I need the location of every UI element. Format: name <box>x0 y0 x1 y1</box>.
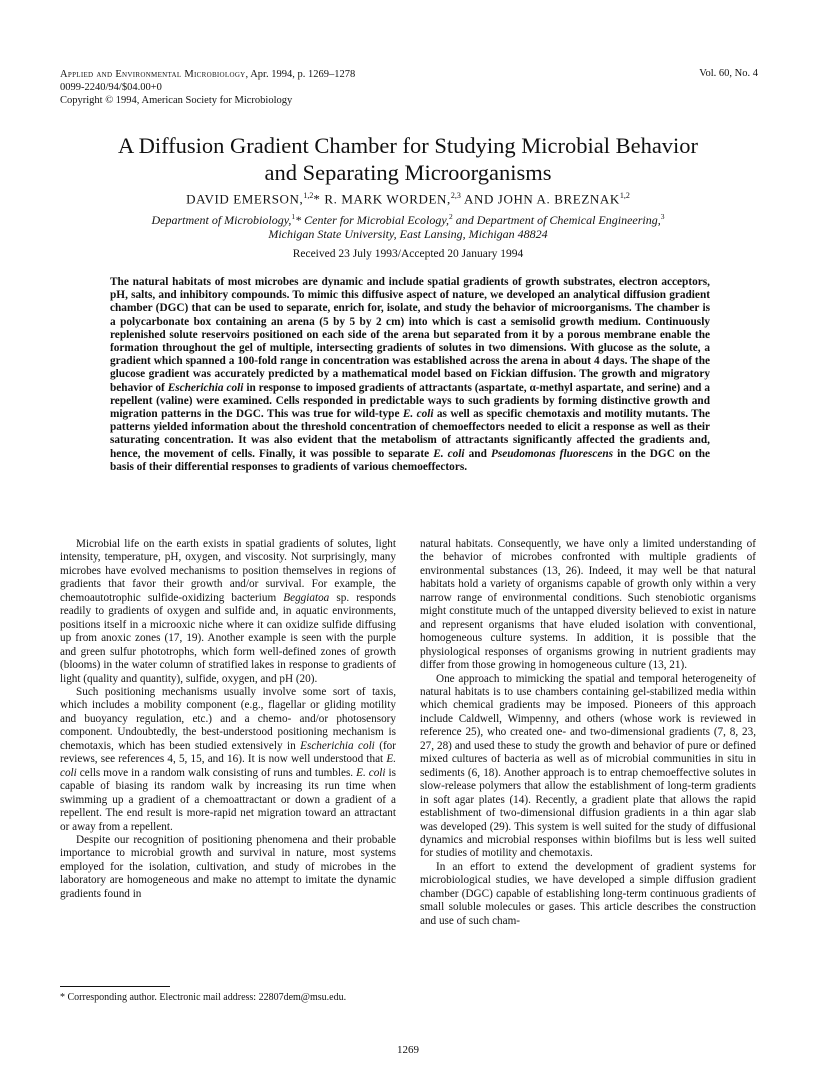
abstract <box>110 276 710 474</box>
affiliation-line-1 <box>60 210 756 227</box>
text-run: cells move in a random walk consisting of runs and tumbles. <box>76 766 357 779</box>
affil-mark: * <box>295 213 305 227</box>
affil-center: Center for Microbial Ecology, <box>304 213 450 227</box>
copyright: Copyright © 1994, American Society for Microbiology <box>60 95 293 106</box>
author-1-mark: * <box>313 191 325 207</box>
text-run: Microbial life on the earth exists in spatial gradients of solutes, light intensity, temperature, pH, oxygen, and viscosity. Not surprisingly, many microbes have evolved mechanisms to position themselves in regions of gradients that favor their growth and/or survival. For example, the chemoautotrophic sulfide-oxidizing bacterium <box>60 538 396 604</box>
affil-dept-chemeng: and Department of Chemical Engineering, <box>452 213 661 227</box>
page-number: 1269 <box>397 1044 419 1056</box>
author-list <box>60 191 756 207</box>
text-run: sp. responds readily to gradients of oxygen and sulfide and, in aquatic environments, positions itself in a microoxic niche where it can oxidize sulfide diffusing up from anoxic zones (17, 19). Another example is seen with the purple and green sulfur phototrophs, which form well-defined zones of growth (blooms) in the water column of stratified lakes in response to gradients of light (quality and quantity), sulfide, oxygen, and pH (20). <box>60 591 396 685</box>
body-column-left <box>60 538 396 901</box>
species-name: E. coli <box>60 753 396 779</box>
paragraph: natural habitats. Consequently, we have only a limited understanding of the behavior of microbes confronted with multiple gradients of environmental substances (13, 26). Indeed, it may well be that natural habitats hold a variety of organisms capable of growth only within a very narrow range of environmental conditions. Such stenobiotic organisms might constitute much of the untapped diversity believed to exist in nature and represent organisms that have eluded isolation with conventional, homogeneous culture systems. In addition, it is possible that the physiological responses of organisms growing in nutrient gradients may differ from those growing in homogeneous culture (13, 21). <box>420 538 756 672</box>
article-title <box>60 132 756 186</box>
paragraph: Despite our recognition of positioning phenomena and their probable importance to microbial growth and survival in nature, most systems employed for the isolation, cultivation, and study of microbes in the laboratory are homogeneous and make no attempt to imitate the dynamic gradients found in <box>60 833 396 900</box>
issn: 0099-2240/94/$04.00+0 <box>60 82 162 93</box>
affiliation-university: Michigan State University, East Lansing, Michigan 48824 <box>268 227 548 241</box>
abstract-species-4: Pseudomonas fluorescens <box>490 447 614 460</box>
journal-citation-line <box>60 68 355 81</box>
received-dates: Received 23 July 1993/Accepted 20 January 1994 <box>292 248 524 260</box>
volume-info: Vol. 60, No. 4 <box>699 68 758 79</box>
paragraph <box>60 538 396 686</box>
affil-sup-2: 2 <box>449 212 453 221</box>
body-column-right <box>420 538 756 928</box>
author-3: AND JOHN A. BREZNAK <box>460 191 620 207</box>
author-2-affil: 2,3 <box>450 191 461 200</box>
species-name: Beggiatoa <box>283 591 330 604</box>
affil-sup-1: 1 <box>291 212 296 221</box>
abstract-text-2: in response to imposed gradients of attractants (aspartate, α-methyl aspartate, and serine) and a repellent (valine) were examined. Cells responded in predictable ways to such gradients by forming distinctive growth and migration patterns in the DGC. This was true for wild-type <box>110 381 710 421</box>
title-line-1: A Diffusion Gradient Chamber for Studying Microbial Behavior <box>117 133 699 158</box>
journal-citation: , Apr. 1994, p. 1269–1278 <box>245 69 356 80</box>
abstract-text-3: as well as specific chemotaxis and motility mutants. The patterns yielded information about the threshold concentration of chemoeffectors needed to elicit a response as well as their saturating concentration. It was also evident that the metabolism of attractants significantly affected the gradients and, hence, the movement of cells. Finally, it was possible to separate <box>110 408 711 460</box>
journal-header <box>60 68 355 107</box>
abstract-species-2: E. coli <box>402 408 434 421</box>
text-run: (for reviews, see references 4, 5, 15, and 16). It is now well understood that <box>60 739 397 766</box>
author-2: R. MARK WORDEN, <box>324 191 451 207</box>
footnote-divider <box>60 986 170 987</box>
abstract-text-4: and <box>464 447 491 460</box>
author-1: DAVID EMERSON, <box>186 191 304 207</box>
affil-sup-3: 3 <box>660 212 665 221</box>
abstract-species-1: Escherichia coli <box>167 381 244 394</box>
author-3-affil: 1,2 <box>619 191 630 200</box>
affil-dept-microbiology: Department of Microbiology, <box>151 213 292 227</box>
text-run: Such positioning mechanisms usually involve some sort of taxis, which includes a mobility component (e.g., flagellar or gliding motility and buoyancy regulation, etc.) and a chemo- and/or photosensory component. Undoubtedly, the best-understood positioning mechanism is chemotaxis, which has been studied extensively in <box>60 685 396 752</box>
species-name: E. coli <box>356 766 386 779</box>
journal-name: Applied and Environmental Microbiology <box>60 69 246 80</box>
abstract-text-5: in the DGC on the basis of their differential responses to gradients of various chemoeffectors. <box>110 447 711 473</box>
paragraph: In an effort to extend the development of gradient systems for microbiological studies, we have developed a simple diffusion gradient chamber (DGC) capable of establishing long-term continuous gradients of small soluble molecules or gases. This article describes the construction and use of such cham- <box>420 860 756 927</box>
title-line-2: and Separating Microorganisms <box>264 160 552 185</box>
author-1-affil: 1,2 <box>303 191 314 200</box>
affiliations <box>60 210 756 241</box>
species-name: Escherichia coli <box>300 739 375 752</box>
corresponding-author-footnote: * Corresponding author. Electronic mail address: 22807dem@msu.edu. <box>60 992 347 1003</box>
abstract-text-1: The natural habitats of most microbes are dynamic and include spatial gradients of growth substrates, electron acceptors, pH, salts, and inhibitory compounds. To mimic this diffusive aspect of nature, we developed an analytical diffusion gradient chamber (DGC) that can be used to separate, enrich for, isolate, and study the behavior of microorganisms. The chamber is a polycarbonate box containing an arena (5 by 5 by 2 cm) into which is cast a semisolid growth medium. Continuously replenished solute reservoirs positioned on each side of the arena but separated from it by a porous membrane enable the formation throughout the gel of multiple, intersecting gradients of solutes in two dimensions. With glucose as the solute, a gradient which spanned a 100-fold range in concentration was established across the arena in about 4 days. The shape of the glucose gradient was accurately predicted by a mathematical model based on Fickian diffusion. The growth and migratory behavior of <box>110 276 710 394</box>
text-run: is capable of biasing its random walk by increasing its run time when swimming up a gradient of a chemoattractant or down a gradient of a repellent. The end result is more-rapid net migration toward an attractant or away from a repellent. <box>60 766 396 833</box>
abstract-species-3: E. coli <box>433 447 465 460</box>
paragraph <box>60 686 396 834</box>
paragraph: One approach to mimicking the spatial and temporal heterogeneity of natural habitats is to use chambers containing gel-stabilized media within which chemical gradients may be imposed. Pioneers of this approach include Caldwell, Wimpenny, and others (whose work is reviewed in reference 25), who created one- and two-dimensional gradients (7, 8, 23, 27, 28) and used these to study the growth and behavior of pure or defined mixed cultures of bacteria as well as of microbial communities in situ in sediments (6, 18). Another approach is to entrap chemoeffective solutes in slow-release polymers that allow the establishment of long-term gradients in soft agar plates (14). Recently, a gradient plate that allows the rapid establishment of two-dimensional diffusion gradients in a thin agar slab was developed (29). This system is well suited for the study of diffusional dynamics and microbial responses within biofilms but is less well suited for studies of motility and chemotaxis. <box>420 672 756 860</box>
